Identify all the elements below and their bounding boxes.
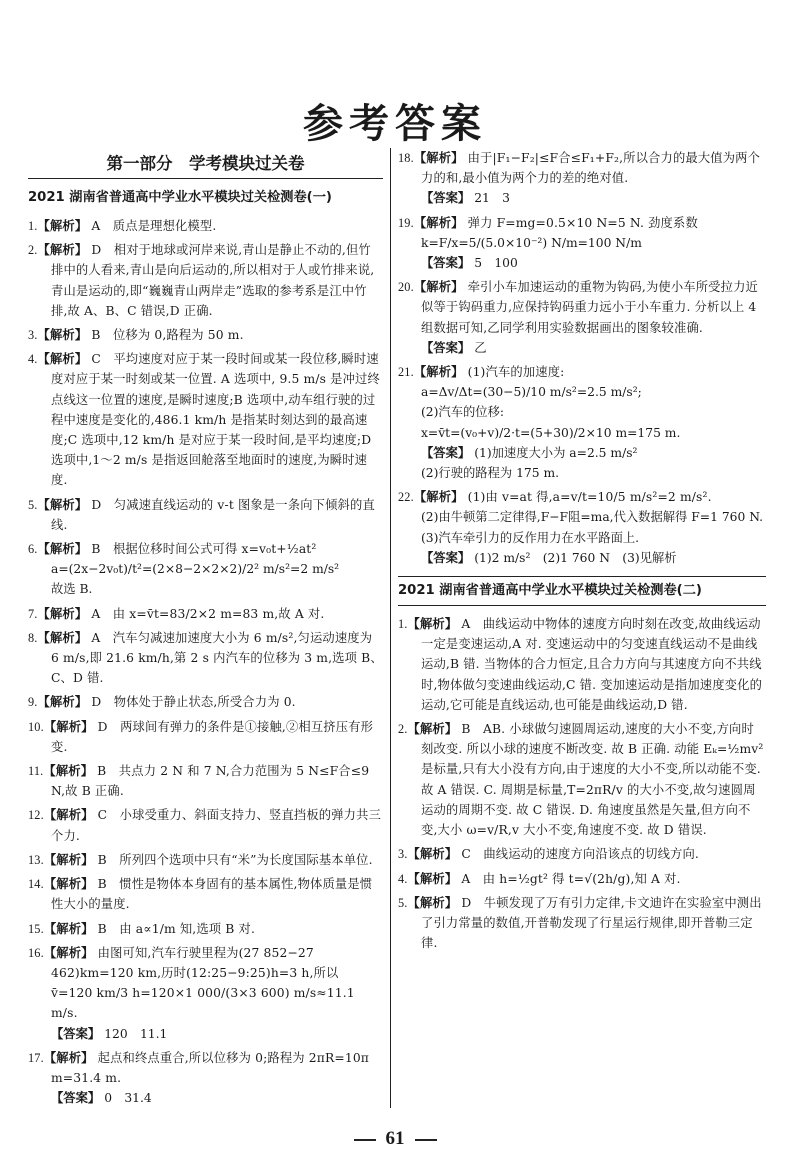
exam1-item (398, 148, 766, 188)
exam1-item (28, 539, 383, 559)
item-text: C 小球受重力、斜面支持力、竖直挡板的弹力共三个力. (51, 808, 382, 843)
page-title: 参考答案 (303, 101, 487, 147)
analysis-tag: 【解析】 (37, 243, 88, 258)
item-number: 19. (398, 215, 414, 230)
item-text: 由图可知,汽车行驶里程为(27 852−27 462)km=120 km,历时(12:25−9:25)h=3 h,所以 v̄=120 km/3 h=120×1 000/(3×3 600) m/s≈11.1 m/s. (51, 945, 355, 1021)
analysis-tag: 【解析】 (407, 871, 458, 886)
item-number: 4. (398, 871, 408, 886)
analysis-tag: 【解析】 (37, 695, 88, 710)
exam1-item (28, 495, 383, 535)
exam2-item (398, 614, 766, 715)
item-continuation: (3)汽车牵引力的反作用力在水平路面上. (421, 530, 640, 545)
exam1-item (28, 874, 383, 914)
answer-text: 乙 (474, 340, 487, 355)
item-text: D 牛顿发现了万有引力定律,卡文迪许在实验室中测出了引力常量的数值,开普勒发现了行星运行规律,即开普勒三定律. (421, 895, 762, 951)
item-text: (1)汽车的加速度: (467, 365, 565, 380)
analysis-tag: 【解析】 (37, 630, 88, 645)
answer-text: 5 100 (474, 256, 518, 271)
item-text: 弹力 F=mg=0.5×10 N=5 N. 劲度系数 (467, 215, 698, 230)
column-divider (390, 148, 391, 1108)
item-number: 4. (28, 352, 38, 367)
item-number: 5. (398, 895, 408, 910)
item-number: 9. (28, 695, 38, 710)
exam1-heading: 2021 湖南省普通高中学业水平模块过关检测卷(一) (28, 190, 332, 205)
exam1-item (28, 919, 383, 939)
item-continuation: 故选 B. (51, 582, 93, 597)
item-continuation: k=F/x=5/(5.0×10⁻²) N/m=100 N/m (421, 235, 642, 250)
item-text: B 所列四个选项中只有“米”为长度国际基本单位. (97, 852, 373, 867)
item-text: B AB. 小球做匀速圆周运动,速度的大小不变,方向时刻改变. 所以小球的速度不断改变. 故 B 正确. 动能 Eₖ=½mv² 是标量,只有大小没有方向,由于速度的大小不变,所以动能不变. 故 A 错误. C. 周期是标量,T=2πR/v 的大小不变,故匀速圆周运动的周期不变. 故 C 错误. D. 角速度虽然是矢量,但方向不变,大小 ω=v/R,v 大小不变,角速度不变. 故 D 错误. (421, 722, 764, 838)
item-text: 起点和终点重合,所以位移为 0;路程为 2πR=10π m=31.4 m. (51, 1050, 370, 1085)
exam1-item (28, 943, 383, 1024)
item-text: (1)由 v=at 得,a=v/t=10/5 m/s²=2 m/s². (467, 490, 712, 505)
analysis-tag: 【解析】 (37, 352, 88, 367)
item-number: 18. (398, 151, 414, 165)
item-number: 10. (28, 719, 44, 734)
footer-dash-left (354, 1139, 376, 1141)
exam1-item (398, 277, 766, 338)
answer-line (398, 548, 766, 568)
analysis-tag: 【解析】 (37, 542, 88, 557)
analysis-tag: 【解析】 (43, 852, 94, 867)
exam2-item (398, 719, 766, 840)
analysis-tag: 【解析】 (413, 151, 464, 165)
item-text: D 物体处于静止状态,所受合力为 0. (91, 695, 296, 710)
item-number: 16. (28, 945, 44, 960)
exam2-answer-list (398, 614, 766, 953)
item-continuation: x=v̄t=(v₀+v)/2·t=(5+30)/2×10 m=175 m. (421, 425, 681, 440)
item-text: D 相对于地球或河岸来说,青山是静止不动的,但竹排中的人看来,青山是向后运动的,所以相对于人或竹排来说,青山是运动的,即“巍巍青山两岸走”选取的参考系是江中竹排,故 A、B、C 错误,D 正确. (51, 243, 375, 318)
exam1-item (398, 487, 766, 507)
exam2-item (398, 893, 766, 954)
item-continuation: a=Δv/Δt=(30−5)/10 m/s²=2.5 m/s²; (421, 385, 642, 400)
item-text: B 共点力 2 N 和 7 N,合力范围为 5 N≤F合≤9 N,故 B 正确. (51, 764, 370, 799)
item-number: 20. (398, 280, 414, 295)
analysis-tag: 【解析】 (413, 365, 464, 380)
item-text: B 位移为 0,路程为 50 m. (91, 328, 244, 343)
answer-tag: 【答案】 (51, 1026, 101, 1041)
item-number: 7. (28, 606, 38, 621)
item-text: 由于|F₁−F₂|≤F合≤F₁+F₂,所以合力的最大值为两个力的和,最小值为两个力的差的绝对值. (421, 151, 761, 186)
item-number: 17. (28, 1050, 44, 1065)
answer-text: (1)加速度大小为 a=2.5 m/s² (474, 445, 638, 460)
item-text: A 由 x=v̄t=83/2×2 m=83 m,故 A 对. (91, 606, 325, 621)
analysis-tag: 【解析】 (43, 719, 94, 734)
part-heading: 第一部分 学考模块过关卷 (28, 148, 383, 179)
answer-line (398, 443, 766, 463)
answer-tag: 【答案】 (421, 340, 471, 355)
item-text: C 平均速度对应于某一段时间或某一段位移,瞬时速度对应于某一时刻或某一位置. A 选项中, 9.5 m/s 是冲过终点线这一位置的速度,是瞬时速度;B 选项中,动车组行驶的过程中速度是变化的,486.1 km/h 是指某时刻达到的最高速度;C 选项中,12 km/h 是对应于某一段时间,是平均速度;D 选项中,1～2 m/s 是指返回舱落至地面时的速度,为瞬时速度. (51, 352, 380, 488)
answer-tag: 【答案】 (421, 191, 471, 206)
right-column (398, 148, 766, 953)
answer-tag: 【答案】 (421, 445, 471, 460)
exam1-item (28, 325, 383, 345)
answer-text: 120 11.1 (104, 1026, 168, 1041)
answer-line (28, 1024, 383, 1044)
answer-text: (1)2 m/s² (2)1 760 N (3)见解析 (474, 550, 677, 565)
item-number: 15. (28, 921, 44, 936)
analysis-tag: 【解析】 (407, 617, 458, 632)
answer-tag: 【答案】 (421, 256, 471, 271)
item-number: 11. (28, 764, 44, 779)
analysis-tag: 【解析】 (43, 1050, 94, 1065)
item-number: 3. (398, 847, 408, 862)
item-number: 14. (28, 877, 44, 892)
exam2-item (398, 844, 766, 864)
item-number: 1. (28, 219, 38, 233)
analysis-tag: 【解析】 (37, 328, 88, 343)
left-column (28, 148, 383, 1108)
exam1-answer-list-continued (398, 148, 766, 568)
item-text: A 汽车匀减速加速度大小为 6 m/s²,匀运动速度为 6 m/s,即 21.6 km/h,第 2 s 内汽车的位移为 3 m,选项 B、C、D 错. (51, 630, 383, 686)
exam1-item (398, 213, 766, 233)
item-number: 3. (28, 328, 38, 343)
exam1-item (28, 349, 383, 490)
answer-continuation: (2)行驶的路程为 175 m. (421, 466, 560, 481)
analysis-tag: 【解析】 (413, 215, 464, 230)
answer-line (398, 188, 766, 208)
item-text: A 曲线运动中物体的速度方向时刻在改变,故曲线运动一定是变速运动,A 对. 变速运动中的匀变速直线运动不是曲线运动,B 错. 当物体的合力恒定,且合力方向与其速度方向不共线时,物体做匀变速曲线运动,C 错. 变加速运动是指加速度变化的运动,它可能是直线运动,也可能是曲线运动,D 错. (421, 617, 763, 712)
item-number: 13. (28, 852, 44, 867)
page-number: 61 (385, 1128, 405, 1149)
item-text: C 曲线运动的速度方向沿该点的切线方向. (461, 847, 699, 862)
item-number: 22. (398, 490, 414, 505)
answer-tag: 【答案】 (421, 550, 471, 565)
analysis-tag: 【解析】 (407, 722, 458, 737)
analysis-tag: 【解析】 (43, 945, 94, 960)
item-continuation: (2)由牛顿第二定律得,F−F阻=ma,代入数据解得 F=1 760 N. (421, 510, 764, 525)
exam1-item (28, 1048, 383, 1088)
answer-text: 21 3 (474, 191, 510, 206)
item-number: 1. (398, 617, 408, 632)
item-continuation: a=(2x−2v₀t)/t²=(2×8−2×2×2)/2² m/s²=2 m/s² (51, 562, 340, 577)
item-text: 牵引小车加速运动的重物为钩码,为使小车所受拉力近似等于钩码重力,应保持钩码重力远小于小车重力. 分析以上 4 组数据可知,乙同学利用实验数据画出的图象较准确. (421, 280, 758, 335)
analysis-tag: 【解析】 (413, 490, 464, 505)
exam1-item (28, 604, 383, 624)
analysis-tag: 【解析】 (37, 497, 88, 512)
exam1-item (28, 850, 383, 870)
item-number: 2. (28, 243, 38, 258)
exam1-item (28, 216, 383, 236)
analysis-tag: 【解析】 (43, 808, 94, 823)
item-text: B 由 a∝1/m 知,选项 B 对. (97, 921, 256, 936)
exam1-item (28, 628, 383, 689)
answer-line (398, 253, 766, 273)
analysis-tag: 【解析】 (407, 847, 458, 862)
answer-line (398, 338, 766, 358)
answer-text: 0 31.4 (104, 1091, 152, 1106)
item-number: 8. (28, 630, 38, 645)
item-text: D 两球间有弹力的条件是①接触,②相互挤压有形变. (51, 719, 374, 754)
item-text: A 质点是理想化模型. (91, 219, 217, 233)
item-text: A 由 h=½gt² 得 t=√(2h/g),知 A 对. (461, 871, 681, 886)
exam1-item (28, 692, 383, 712)
item-number: 2. (398, 722, 408, 737)
exam2-heading: 2021 湖南省普通高中学业水平模块过关检测卷(二) (398, 576, 766, 606)
analysis-tag: 【解析】 (413, 280, 464, 295)
analysis-tag: 【解析】 (407, 895, 458, 910)
analysis-tag: 【解析】 (43, 877, 94, 892)
item-number: 21. (398, 365, 414, 380)
analysis-tag: 【解析】 (43, 921, 94, 936)
item-text: B 惯性是物体本身固有的基本属性,物体质量是惯性大小的量度. (51, 877, 373, 912)
exam1-item (28, 761, 383, 801)
exam1-item (398, 362, 766, 382)
exam1-item (28, 805, 383, 845)
analysis-tag: 【解析】 (37, 219, 88, 233)
item-continuation: (2)汽车的位移: (421, 405, 505, 420)
exam1-item (28, 240, 383, 321)
exam1-answer-list (28, 216, 383, 1108)
item-text: B 根据位移时间公式可得 x=v₀t+½at² (91, 542, 317, 557)
footer-dash-right (415, 1139, 437, 1141)
exam2-item (398, 869, 766, 889)
item-number: 6. (28, 542, 38, 557)
analysis-tag: 【解析】 (43, 764, 94, 779)
item-number: 5. (28, 497, 38, 512)
analysis-tag: 【解析】 (37, 606, 88, 621)
answer-tag: 【答案】 (51, 1091, 101, 1106)
item-text: D 匀减速直线运动的 v-t 图象是一条向下倾斜的直线. (51, 497, 375, 532)
page-footer (0, 1128, 790, 1150)
answer-line (28, 1088, 383, 1108)
exam1-item (28, 717, 383, 757)
item-number: 12. (28, 808, 44, 823)
